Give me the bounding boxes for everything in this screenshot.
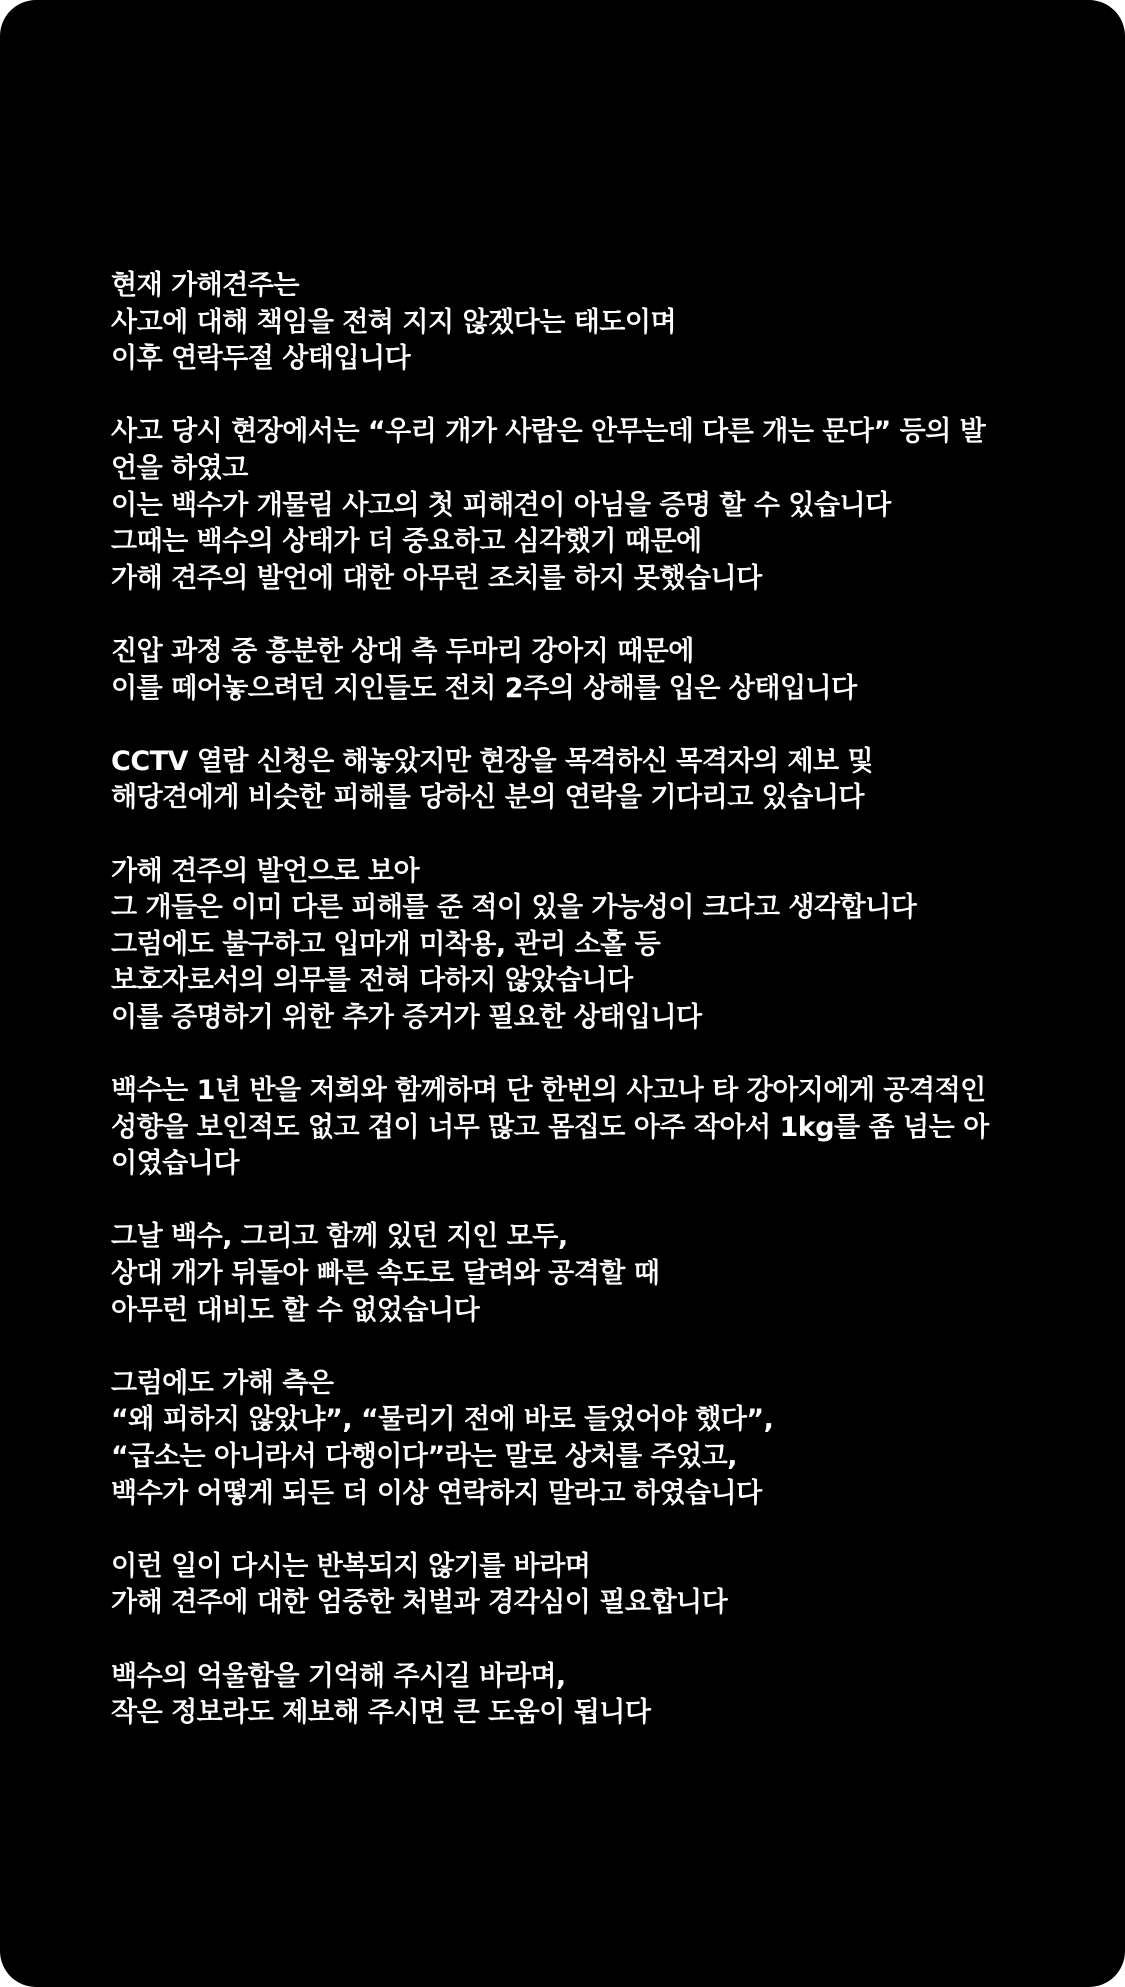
text-line: 백수는 1년 반을 저희와 함께하며 단 한번의 사고나 타 강아지에게 공격적인 xyxy=(111,1075,986,1107)
text-line: 작은 정보라도 제보해 주시면 큰 도움이 됩니다 xyxy=(111,1697,651,1729)
paragraph-6 xyxy=(111,1073,1041,1183)
paragraph-3 xyxy=(111,634,1041,707)
paragraph-10 xyxy=(111,1659,1041,1732)
paragraph-2 xyxy=(111,414,1041,597)
text-line: 이를 증명하기 위한 추가 증거가 필요한 상태입니다 xyxy=(111,1001,702,1033)
text-line: 아무런 대비도 할 수 없었습니다 xyxy=(111,1294,480,1326)
text-line: 상대 개가 뒤돌아 빠른 속도로 달려와 공격할 때 xyxy=(111,1258,660,1290)
text-line: 이를 떼어놓으려던 지인들도 전치 2주의 상해를 입은 상태입니다 xyxy=(111,672,857,704)
paragraph-5 xyxy=(111,854,1041,1037)
text-line: 성향을 보인적도 없고 겁이 너무 많고 몸집도 아주 작아서 1kg를 좀 넘는 아 xyxy=(111,1111,989,1143)
paragraph-7 xyxy=(111,1219,1041,1329)
text-line: 가해 견주에 대한 엄중한 처벌과 경각심이 필요합니다 xyxy=(111,1587,728,1619)
text-line: 이후 연락두절 상태입니다 xyxy=(111,343,411,375)
text-line: 그날 백수, 그리고 함께 있던 지인 모두, xyxy=(111,1221,568,1253)
paragraph-8 xyxy=(111,1366,1041,1512)
text-line: 보호자로서의 의무를 전혀 다하지 않았습니다 xyxy=(111,965,633,997)
text-line: 사고 당시 현장에서는 “우리 개가 사람은 안무는데 다른 개는 문다” 등의 발 xyxy=(111,416,986,448)
text-line: 언을 하였고 xyxy=(111,452,248,484)
story-text-body xyxy=(111,268,1041,1768)
text-line: 이런 일이 다시는 반복되지 않기를 바라며 xyxy=(111,1550,591,1582)
text-line: 가해 견주의 발언에 대한 아무런 조치를 하지 못했습니다 xyxy=(111,562,762,594)
text-line: 사고에 대해 책임을 전혀 지지 않겠다는 태도이며 xyxy=(111,306,677,338)
text-line: 이는 백수가 개물림 사고의 첫 피해견이 아님을 증명 할 수 있습니다 xyxy=(111,489,891,521)
paragraph-1 xyxy=(111,268,1041,378)
text-line: CCTV 열람 신청은 해놓았지만 현장을 목격하신 목격자의 제보 및 xyxy=(111,745,874,777)
text-line: “왜 피하지 않았냐”, “물리기 전에 바로 들었어야 했다”, xyxy=(111,1404,774,1436)
paragraph-9 xyxy=(111,1549,1041,1622)
text-line: “급소는 아니라서 다행이다”라는 말로 상처를 주었고, xyxy=(111,1441,737,1472)
text-line: 그럼에도 불구하고 입마개 미착용, 관리 소홀 등 xyxy=(111,928,661,960)
text-line: 해당견에게 비슷한 피해를 당하신 분의 연락을 기다리고 있습니다 xyxy=(111,782,865,814)
text-line: 그 개들은 이미 다른 피해를 준 적이 있을 가능성이 크다고 생각합니다 xyxy=(111,892,917,924)
text-line: 현재 가해견주는 xyxy=(111,270,299,301)
text-line: 백수가 어떻게 되든 더 이상 연락하지 말라고 하였습니다 xyxy=(111,1477,762,1509)
text-line: 백수의 억울함을 기억해 주시길 바라며, xyxy=(111,1660,566,1692)
paragraph-4 xyxy=(111,744,1041,817)
text-line: 그때는 백수의 상태가 더 중요하고 심각했기 때문에 xyxy=(111,526,702,558)
text-line: 진압 과정 중 흥분한 상대 측 두마리 강아지 때문에 xyxy=(111,635,694,667)
text-line: 가해 견주의 발언으로 보아 xyxy=(111,855,420,887)
text-line: 그럼에도 가해 측은 xyxy=(111,1367,334,1399)
text-line: 이였습니다 xyxy=(111,1148,239,1180)
